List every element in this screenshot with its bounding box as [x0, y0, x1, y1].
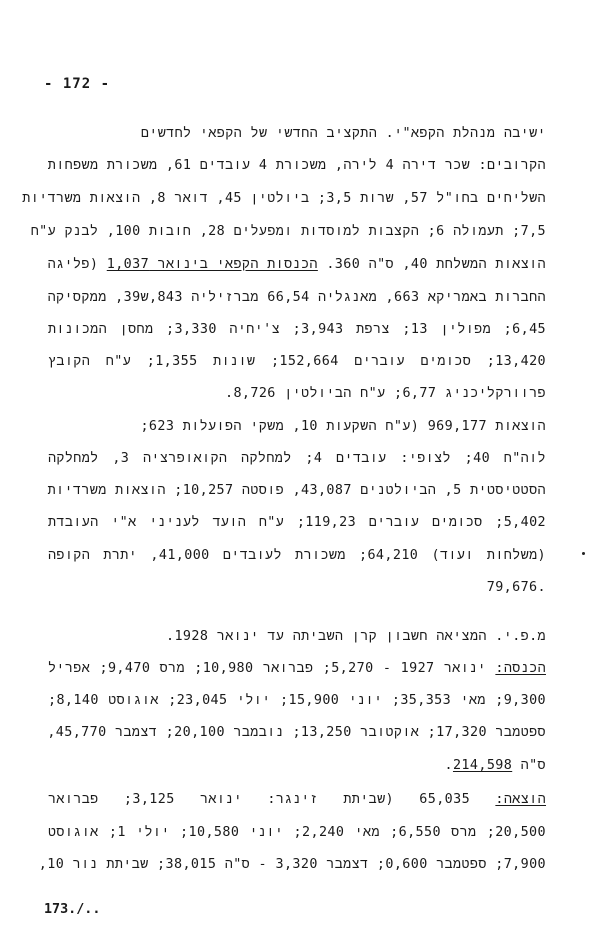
text-line: 6,45; מפולין 13; צרפת 3,943; צ'יחיה 3,330; מחסן המכונות [48, 322, 546, 337]
text-segment: הוצאות המשלחת 40, ס"ה 360. [317, 257, 546, 272]
underlined-total: 214,598 [452, 758, 513, 773]
page-number: - 172 - [44, 76, 111, 92]
text-line: הקרובים: שכר דירה 4 לירה, משכורת 4 עובדים 61, משכורת משפחות [47, 158, 546, 173]
text-line: 13,420; סכומים עוברים 152,664; שונות 1,355; ע"ח הקובץ [48, 354, 546, 369]
text-line [48, 792, 546, 808]
text-line: השליחים בחו"ל 57, שרות 3,5; ביולטין 45, דואר 8, הוצאות משרדיות [22, 191, 546, 206]
text-line: ספטמבר 17,320; אוקטובר 13,250; נובמבר 20,100; דצמבר 45,770, [47, 725, 546, 740]
text-line: הסטטיסטית 5, הביולטנים 43,087, פוסטה 10,257; הוצאות משרדיות [47, 483, 546, 498]
underlined-heading: הכנסה: [495, 661, 546, 676]
text-line: פרוורקליכניג 6,77; ע"ח הביולטין 8,726. [224, 386, 546, 401]
text-line: ישיבה מנהלת הקפא"י. התקציב החדשי של הקפאי לחדשים [140, 126, 546, 141]
text-segment: . [444, 758, 453, 773]
text-line: (משלחות ועוד) 64,210; משכורת לעובדים 41,000, יתרת הקופה [48, 548, 546, 563]
text-line: הוצאות 969,177 (ע"ח השקעות 10, משקי הפועלות 623; [140, 419, 546, 434]
text-segment: ינואר 1927 - 5,270; פברואר 10,980; מרס 9,470; אפריל [48, 661, 496, 676]
text-line: 9,300; מאי 35,353; יוני 15,900; יולי 23,045; אוגוסט 8,140; [48, 693, 546, 708]
text-line: 7,5; תעמולה 6; הקצבות למוסדות ומפעלים 28, חובות 100, לבנק ע"ח [30, 224, 546, 239]
text-line: החברות באמריקא 663, מאנגליה 66,54 מברזיליה 843,ש39, ממקסיקה [47, 290, 546, 305]
text-line [48, 661, 546, 677]
continuation-marker: 173./.. [44, 902, 101, 917]
text-line [48, 257, 546, 273]
text-segment: 65,035 (שביתת זינגר: ינואר 3,125; פברואר [48, 792, 496, 807]
text-line: מ.פ.י. המציאה חשבון קרן השביתה עד ינואר 1928. [165, 629, 546, 644]
text-segment: ס"ה [512, 758, 546, 773]
underlined-heading: הוצאה: [495, 792, 547, 807]
text-line: 7,900; ספטמבר 0,600; דצמבר 3,320 - ס"ה 38,015; שביתת נור 10, [38, 857, 546, 872]
underlined-heading: הכנסות הקפאי בינואר 1,037 [106, 257, 318, 272]
text-line: 5,402; סכומים עוברים 119,23; ע"ח הועד לעניני א"י העובדת [48, 515, 546, 530]
text-line: לוה"ח 40; לצופי: עובדים 4; למחלקה הקואופרציה 3, למחלקה [48, 451, 546, 466]
text-line [445, 758, 547, 774]
text-line: 20,500; מרס 6,550; מאי 2,240; יוני 10,580; יולי 1; אוגוסט [48, 825, 546, 840]
text-segment: (פליגה [47, 257, 107, 272]
text-line: .79,676 [486, 580, 546, 595]
scan-speck [582, 552, 585, 555]
